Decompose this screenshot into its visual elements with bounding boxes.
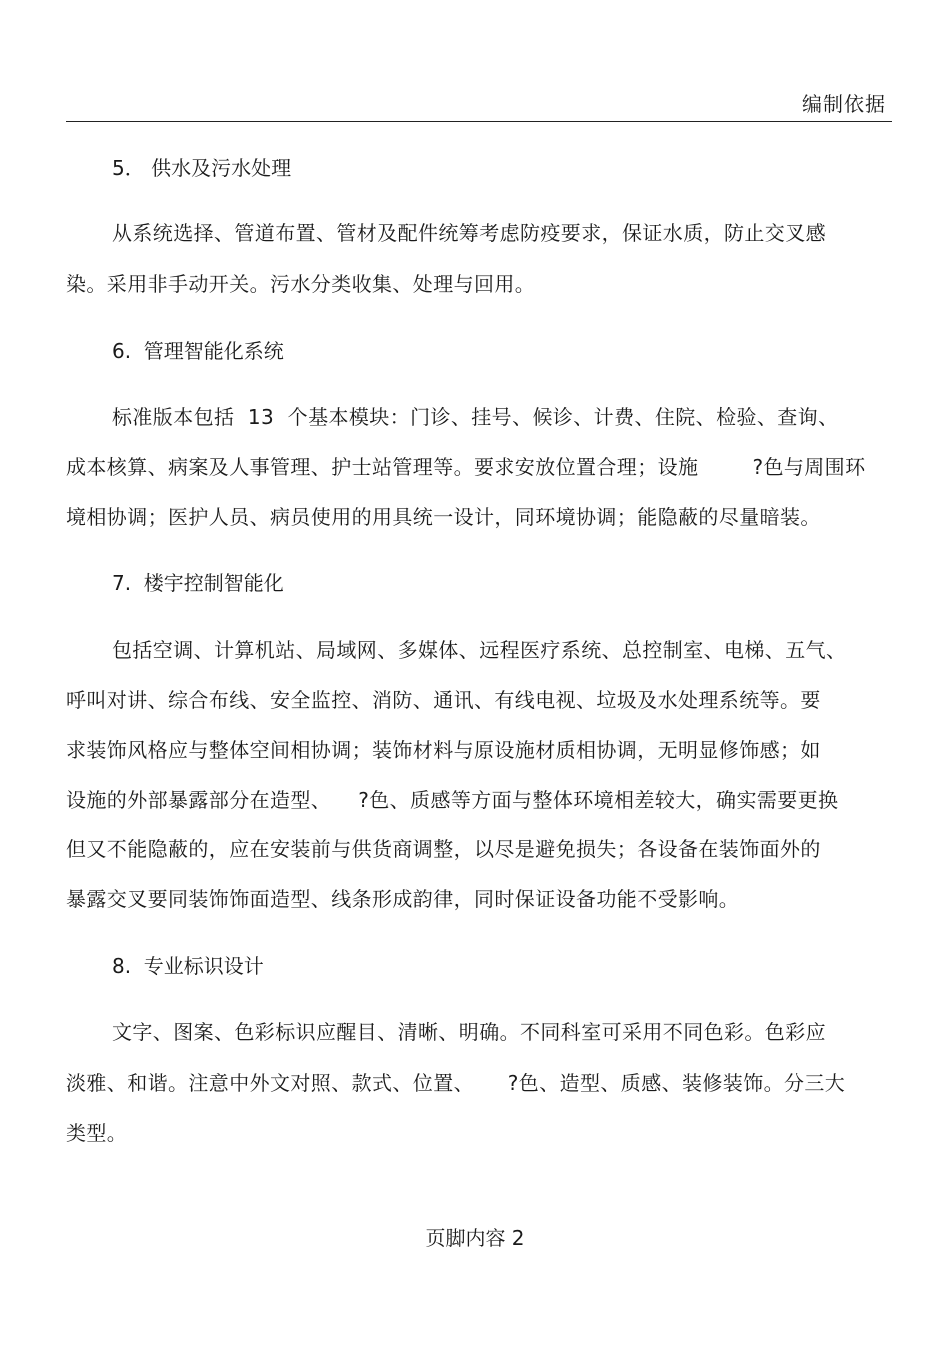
paragraph-line: 求装饰风格应与整体空间相协调；装饰材料与原设施材质相协调，无明显修饰感；如 (66, 738, 821, 762)
header-divider (66, 121, 892, 122)
paragraph-line: 成本核算、病案及人事管理、护士站管理等。要求安放位置合理；设施 ?色与周围环 (66, 455, 866, 479)
paragraph-line: 文字、图案、色彩标识应醒目、清晰、明确。不同科室可采用不同色彩。色彩应 (112, 1020, 826, 1044)
section-heading: 7. 楼宇控制智能化 (112, 571, 284, 595)
paragraph-line: 但又不能隐蔽的，应在安装前与供货商调整，以尽是避免损失；各设备在装饰面外的 (66, 837, 821, 861)
paragraph-line: 境相协调；医护人员、病员使用的用具统一设计，同环境协调；能隐蔽的尽量暗装。 (66, 505, 821, 529)
paragraph-line: 设施的外部暴露部分在造型、 ?色、质感等方面与整体环境相差较大，确实需要更换 (66, 788, 839, 812)
section-heading: 5． 供水及污水处理 (112, 156, 292, 180)
paragraph-line: 淡雅、和谐。注意中外文对照、款式、位置、 ?色、造型、质感、装修装饰。分三大 (66, 1071, 846, 1095)
paragraph-line: 染。采用非手动开关。污水分类收集、处理与回用。 (66, 272, 536, 296)
section-heading: 6. 管理智能化系统 (112, 339, 284, 363)
paragraph-line: 类型。 (66, 1121, 128, 1145)
paragraph-line: 暴露交叉要同装饰饰面造型、线条形成韵律，同时保证设备功能不受影响。 (66, 887, 740, 911)
section-heading: 8. 专业标识设计 (112, 954, 264, 978)
paragraph-line: 包括空调、计算机站、局域网、多媒体、远程医疗系统、总控制室、电梯、五气、 (112, 638, 847, 662)
page-header-title: 编制依据 (802, 92, 886, 116)
paragraph-line: 呼叫对讲、综合布线、安全监控、消防、通讯、有线电视、垃圾及水处理系统等。要 (66, 688, 821, 712)
paragraph-line: 从系统选择、管道布置、管材及配件统筹考虑防疫要求，保证水质，防止交叉感 (112, 221, 826, 245)
page-footer: 页脚内容 2 (425, 1226, 525, 1250)
paragraph-line: 标准版本包括 13 个基本模块：门诊、挂号、候诊、计费、住院、检验、查询、 (112, 405, 839, 429)
